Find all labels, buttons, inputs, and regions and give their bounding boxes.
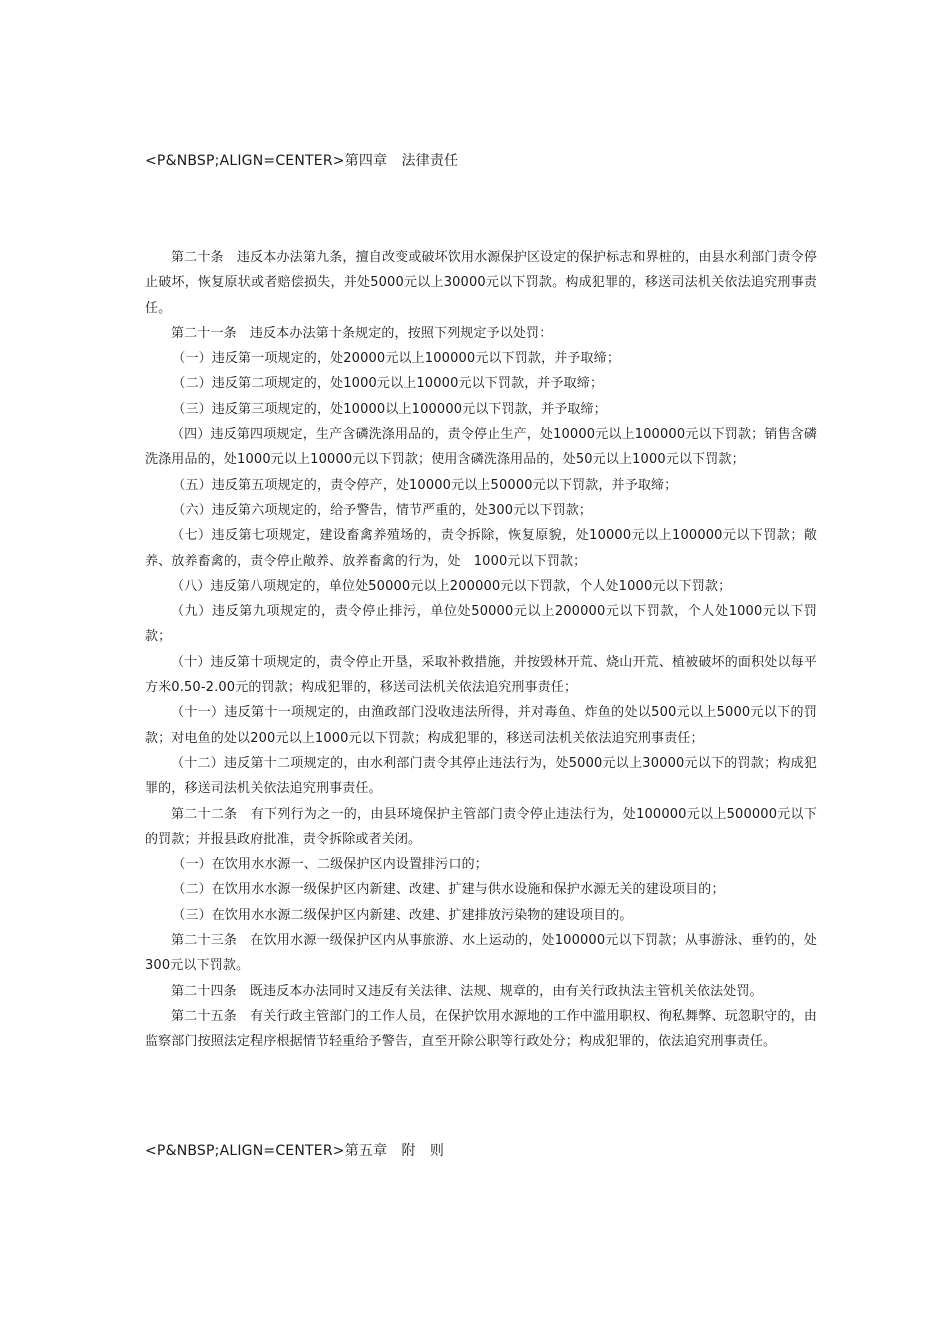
article-22-item-3: （三）在饮用水水源二级保护区内新建、改建、扩建排放污染物的建设项目的。 — [172, 907, 633, 923]
chapter-four-heading: <P&NBSP;ALIGN=CENTER>第四章 法律责任 — [145, 153, 459, 169]
article-21-item-10: （十）违反第十项规定的，责令停止开垦，采取补救措施，并按毁林开荒、烧山开荒、植被破坏的面积处以每平方米0.50-2.00元的罚款；构成犯罪的，移送司法机关依法追究刑事责任； — [145, 654, 817, 696]
chapter-four-body — [145, 245, 817, 1055]
article-21-item-4: （四）违反第四项规定，生产含磷洗涤用品的，责令停止生产，处10000元以上100000元以下罚款；销售含磷洗涤用品的，处1000元以上10000元以下罚款；使用含磷洗涤用品的，处50元以上1000元以下罚款； — [145, 427, 817, 468]
article-22: 第二十二条 有下列行为之一的，由县环境保护主管部门责令停止违法行为，处100000元以上500000元以下的罚款；并报县政府批准，责令拆除或者关闭。 — [145, 806, 817, 847]
article-21-item-6: （六）违反第六项规定的，给予警告，情节严重的，处300元以下罚款； — [172, 502, 593, 518]
article-22-item-2: （二）在饮用水水源一级保护区内新建、改建、扩建与供水设施和保护水源无关的建设项目的； — [172, 882, 725, 898]
article-21: 第二十一条 违反本办法第十条规定的，按照下列规定予以处罚： — [171, 325, 553, 341]
article-21-item-8: （八）违反第八项规定的，单位处50000元以上200000元以下罚款，个人处1000元以下罚款； — [171, 578, 732, 594]
article-23: 第二十三条 在饮用水源一级保护区内从事旅游、水上运动的，处100000元以下罚款；从事游泳、垂钓的，处300元以下罚款。 — [145, 933, 817, 974]
article-21-item-9: （九）违反第九项规定的，责令停止排污，单位处50000元以上200000元以下罚款，个人处1000元以下罚款； — [145, 604, 817, 645]
chapter-five-heading: <P&NBSP;ALIGN=CENTER>第五章 附 则 — [145, 1143, 445, 1159]
article-21-item-5: （五）违反第五项规定的，责令停产，处10000元以上50000元以下罚款，并予取缔； — [172, 477, 678, 493]
article-24: 第二十四条 既违反本办法同时又违反有关法律、法规、规章的，由有关行政执法主管机关依法处罚。 — [171, 983, 763, 999]
article-21-item-3: （三）违反第三项规定的，处10000以上100000元以下罚款，并予取缔； — [172, 401, 607, 417]
article-20: 第二十条 违反本办法第九条，擅自改变或破坏饮用水源保护区设定的保护标志和界桩的，由县水利部门责令停止破坏，恢复原状或者赔偿损失，并处5000元以上30000元以下罚款。构成犯罪的，移送司法机关依法追究刑事责任。 — [145, 250, 817, 316]
article-25: 第二十五条 有关行政主管部门的工作人员，在保护饮用水源地的工作中滥用职权、徇私舞弊、玩忽职守的，由监察部门按照法定程序根据情节轻重给予警告，直至开除公职等行政处分；构成犯罪的，依法追究刑事责任。 — [145, 1008, 817, 1050]
article-21-item-7: （七）违反第七项规定，建设畜禽养殖场的，责令拆除，恢复原貌，处10000元以上100000元以下罚款；敞养、放养畜禽的，责令停止敞养、放养畜禽的行为，处 1000元以下罚款； — [145, 528, 818, 569]
article-21-item-12: （十二）违反第十二项规定的，由水利部门责令其停止违法行为，处5000元以上30000元以下的罚款；构成犯罪的，移送司法机关依法追究刑事责任。 — [145, 755, 817, 797]
article-21-item-11: （十一）违反第十一项规定的，由渔政部门没收违法所得，并对毒鱼、炸鱼的处以500元以上5000元以下的罚款；对电鱼的处以200元以上1000元以下罚款；构成犯罪的，移送司法机关依法追究刑事责任； — [145, 705, 817, 746]
article-22-item-1: （一）在饮用水水源一、二级保护区内设置排污口的； — [172, 857, 488, 873]
article-21-item-1: （一）违反第一项规定的，处20000元以上100000元以下罚款，并予取缔； — [172, 351, 620, 367]
article-21-item-2: （二）违反第二项规定的，处1000元以上10000元以下罚款，并予取缔； — [172, 376, 604, 392]
